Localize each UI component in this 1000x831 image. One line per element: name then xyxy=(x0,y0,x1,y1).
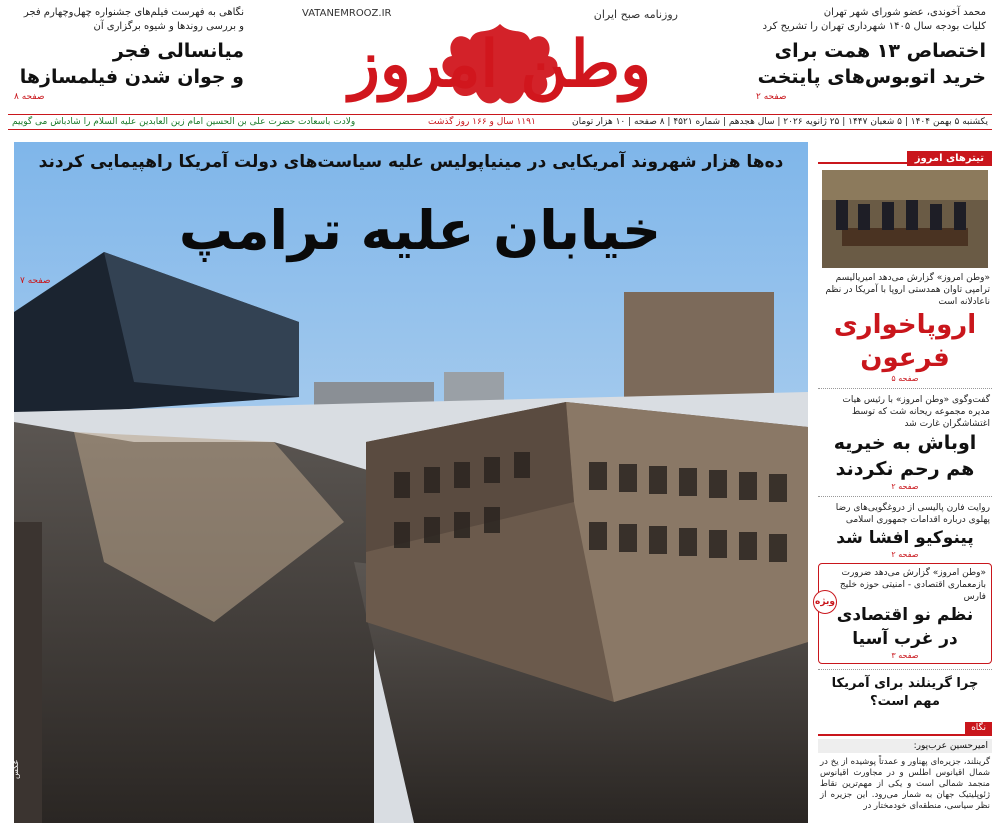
story1-page: صفحه ۵ xyxy=(891,374,919,383)
lead-headline[interactable]: خیابان علیه ترامپ xyxy=(178,199,662,262)
story1-headline-1[interactable]: اروپاخواری xyxy=(833,310,977,340)
story2-page: صفحه ۲ xyxy=(891,482,919,491)
story4-headline-2: در غرب آسیا xyxy=(852,629,958,649)
right-note-1: محمد آخوندی، عضو شورای شهر تهران xyxy=(823,7,986,18)
special-badge: ویژه xyxy=(813,590,837,614)
meeting-photo-illustration xyxy=(822,170,988,268)
story2-headline-1[interactable]: اوباش به خیریه xyxy=(833,432,977,454)
left-note-1: نگاهی به فهرست فیلم‌های جشنواره چهل‌وچهارم فجر xyxy=(23,7,244,18)
note-author: امیرحسین عرب‌پور: xyxy=(818,739,992,753)
story4-headline-1: نظم نو اقتصادی xyxy=(836,605,974,625)
sidebar-tagbar xyxy=(818,142,992,164)
divider xyxy=(818,388,992,389)
right-page-ref: صفحه ۲ xyxy=(756,92,787,102)
left-page-ref: صفحه ۸ xyxy=(14,92,45,102)
masthead-left-story[interactable] xyxy=(14,6,244,102)
issue-info: یکشنبه ۵ بهمن ۱۴۰۴ | ۵ شعبان ۱۴۴۷ | ۲۵ ژانویه ۲۰۲۶ | سال هجدهم | شماره ۴۵۲۱ | ۸ صفحه | ۱۰ هزار تومان xyxy=(571,117,988,127)
story5-headline-2[interactable]: مهم است؟ xyxy=(870,694,940,709)
story2-intro: گفت‌وگوی «وطن امروز» با رئیس هیات مدیره مجموعه ریحانه شت که توسط اغتشاشگران غارت شد xyxy=(842,395,990,429)
logo-tagline: روزنامه صبح ایران xyxy=(593,8,678,21)
left-headline-1: میانسالی فجر xyxy=(112,40,244,62)
anniversary-note: ۱۱۹۱ سال و ۱۶۶ روز گذشت xyxy=(428,117,536,127)
right-note-2: کلیات بودجه سال ۱۴۰۵ شهرداری تهران را تشریح کرد xyxy=(762,21,986,32)
left-note-2: و بررسی روندها و شیوه برگزاری آن xyxy=(93,21,244,32)
story1-headline-2[interactable]: فرعون xyxy=(860,343,950,373)
motto-text: ولادت باسعادت حضرت علی بن الحسین امام زین العابدین علیه السلام را شادباش می گوییم xyxy=(12,117,356,127)
logo-website[interactable]: VATANEMROOZ.IR xyxy=(302,8,392,19)
sidebar-photo[interactable] xyxy=(822,170,988,268)
note-tag: نگاه xyxy=(965,722,992,734)
masthead-right-story[interactable] xyxy=(756,6,986,102)
divider xyxy=(818,669,992,670)
story2-headline-2[interactable]: هم رحم نکردند xyxy=(835,458,975,480)
dateline-bar xyxy=(8,114,992,130)
lead-page-ref: صفحه ۷ xyxy=(20,276,51,286)
divider xyxy=(818,496,992,497)
story4-box[interactable] xyxy=(815,563,992,664)
note-body: گرینلند، جزیره‌ای پهناور و عمدتاً پوشیده از یخ در شمال اقیانوس اطلس و در مجاورت اقیانوس منجمد شمالی است و یکی از مهم‌ترین نقاط ژئوپلیتیک جهان به شمار می‌رود. این جزیره از نظر سیاسی، منطقه‌ای خودمختار در xyxy=(820,757,990,811)
story3-page: صفحه ۲ xyxy=(891,550,919,559)
lead-kicker: ده‌ها هزار شهروند آمریکایی در مینیاپولیس علیه سیاست‌های دولت آمریکا راهپیمایی کردند xyxy=(38,152,784,172)
sidebar-headlines xyxy=(815,142,992,828)
story4-intro: «وطن امروز» گزارش می‌دهد ضرورت بازمعماری اقتصادی - امنیتی حوزه خلیج فارس xyxy=(839,568,986,602)
story5-headline-1[interactable]: چرا گرینلند برای آمریکا xyxy=(831,676,979,691)
photo-credit: Getty Images عکس xyxy=(2,760,20,814)
logo-text: وطن امروز xyxy=(348,27,652,102)
right-headline-2: خرید اتوبوس‌های پایتخت xyxy=(757,66,986,88)
masthead xyxy=(0,0,1000,112)
story3-intro: روایت فارن پالیسی از دروغگویی‌های رضا پهلوی درباره اقدامات جمهوری اسلامی xyxy=(835,503,990,525)
story4-page: صفحه ۳ xyxy=(891,651,919,660)
right-headline-1: اختصاص ۱۳ همت برای xyxy=(774,40,986,62)
sidebar-tag: تیترهای امروز xyxy=(907,151,992,166)
left-headline-2: و جوان شدن فیلمسازها xyxy=(19,66,244,88)
story1-intro: «وطن امروز» گزارش می‌دهد امیریالیسم ترامپی تاوان همدستی اروپا با آمریکا در نظم ناعادلانه است xyxy=(825,273,990,307)
newspaper-logo[interactable] xyxy=(262,4,738,108)
note-tagbar xyxy=(818,715,992,736)
story3-headline[interactable]: پینوکیو افشا شد xyxy=(836,528,974,548)
